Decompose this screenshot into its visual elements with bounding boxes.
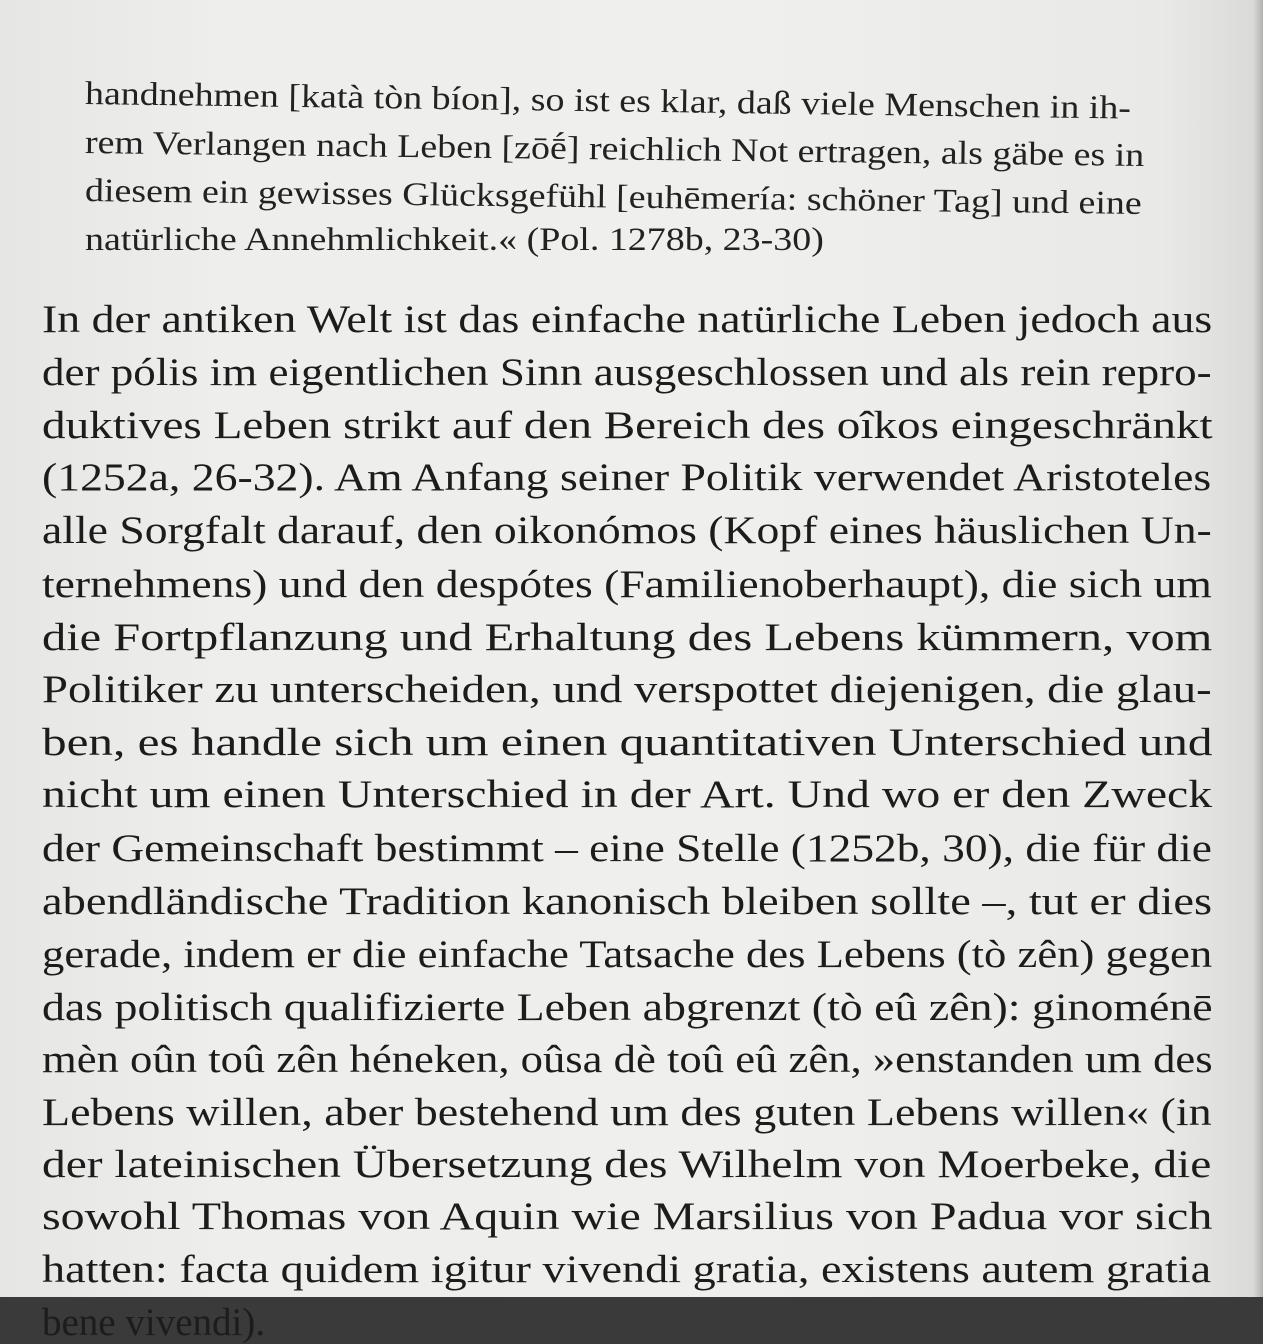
- body-line: Lebens willen, aber bestehend um des guten Lebens willen« (in: [42, 1091, 1212, 1134]
- body-line: alle Sorgfalt darauf, den oikonómos (Kopf eines häuslichen Un-: [42, 509, 1212, 552]
- body-line: die Fortpflanzung und Erhaltung des Lebens kümmern, vom: [42, 616, 1213, 659]
- body-line: (1252a, 26-32). Am Anfang seiner Politik verwendet Aristoteles: [42, 456, 1212, 499]
- body-line: der lateinischen Übersetzung des Wilhelm von Moerbeke, die: [42, 1143, 1212, 1186]
- body-line: das politisch qualifizierte Leben abgrenzt (tò eû zên): ginoménē: [42, 986, 1213, 1029]
- body-line: der Gemeinschaft bestimmt – eine Stelle (1252b, 30), die für die: [42, 827, 1212, 870]
- body-line: Politiker zu unterscheiden, und verspottet diejenigen, die glau-: [42, 668, 1212, 711]
- quote-line: handnehmen [katà tòn bíon], so ist es klar, daß viele Menschen in ih-: [84, 76, 1132, 127]
- body-line: der pólis im eigentlichen Sinn ausgeschlossen und als rein repro-: [42, 351, 1212, 394]
- body-line: bene vivendi).: [42, 1301, 266, 1344]
- body-line: duktives Leben strikt auf den Bereich des oîkos eingeschränkt: [42, 404, 1213, 447]
- quote-line: rem Verlangen nach Leben [zōḗ] reichlich Not ertragen, als gäbe es in: [84, 125, 1145, 174]
- body-line: gerade, indem er die einfache Tatsache des Lebens (tò zên) gegen: [42, 933, 1213, 976]
- body-line: mèn oûn toû zên héneken, oûsa dè toû eû zên, »enstanden um des: [42, 1038, 1213, 1081]
- quote-line: diesem ein gewisses Glücksgefühl [euhēmería: schöner Tag] und eine: [84, 173, 1142, 222]
- body-line: nicht um einen Unterschied in der Art. Und wo er den Zweck: [42, 773, 1213, 816]
- page-edge-shadow: [1253, 0, 1263, 1297]
- quote-line: natürliche Annehmlichkeit.« (Pol. 1278b, 23-30): [85, 222, 824, 258]
- body-line: ben, es handle sich um einen quantitativen Unterschied und: [42, 721, 1213, 764]
- body-line: abendländische Tradition kanonisch bleiben sollte –, tut er dies: [42, 880, 1213, 923]
- body-line: ternehmens) und den despótes (Familienoberhaupt), die sich um: [42, 563, 1212, 606]
- body-line: In der antiken Welt ist das einfache natürliche Leben jedoch aus: [42, 298, 1213, 341]
- body-line: sowohl Thomas von Aquin wie Marsilius von Padua vor sich: [42, 1195, 1213, 1238]
- body-line: hatten: facta quidem igitur vivendi gratia, existens autem gratia: [42, 1248, 1212, 1291]
